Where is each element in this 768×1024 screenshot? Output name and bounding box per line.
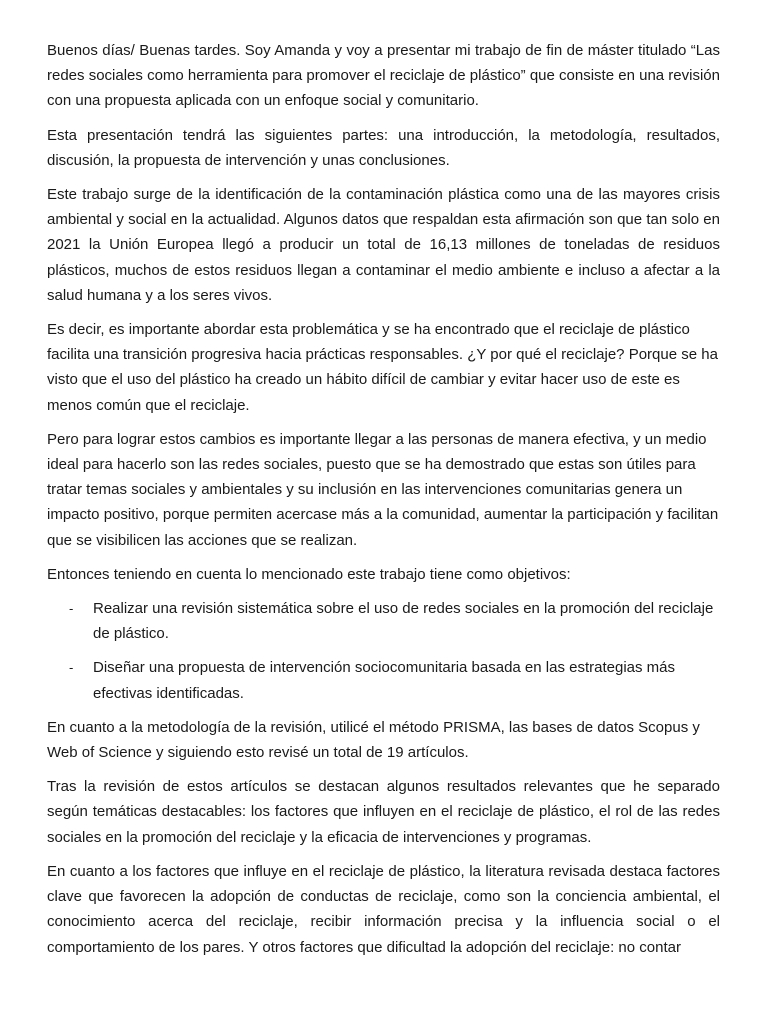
problem-paragraph: Es decir, es importante abordar esta problemática y se ha encontrado que el reciclaje de plástico facilita una transición progresiva hacia prácticas responsables. ¿Y por qué el reciclaje? Porque se ha visto que el uso del plástico ha creado un hábito difícil de cambiar y evitar hacer uso de este es menos común que el reciclaje. (47, 321, 718, 414)
outline-paragraph: Esta presentación tendrá las siguientes partes: una introducción, la metodología, resultados, discusión, la propuesta de intervención y unas conclusiones. (47, 126, 720, 169)
list-item (47, 655, 720, 705)
objective-text: Realizar una revisión sistemática sobre el uso de redes sociales en la promoción del reciclaje de plástico. (93, 600, 714, 643)
dash-bullet-icon: - (69, 601, 74, 617)
results-paragraph: Tras la revisión de estos artículos se destacan algunos resultados relevantes que he separado según temáticas destacables: los factores que influyen en el reciclaje de plástico, el rol de las redes sociales en la promoción del reciclaje y la eficacia de intervenciones y programas. (47, 778, 720, 846)
factors-paragraph: En cuanto a los factores que influye en el reciclaje de plástico, la literatura revisada destaca factores clave que favorecen la adopción de conductas de reciclaje, como son la conciencia ambiental, el conocimiento acerca del reciclaje, recibir información precisa y la influencia social o el comportamiento de los pares. Y otros factores que dificultad la adopción del reciclaje: no contar (47, 862, 720, 956)
objectives-list (47, 596, 720, 706)
social-media-paragraph: Pero para lograr estos cambios es importante llegar a las personas de manera efectiva, y un medio ideal para hacerlo son las redes sociales, puesto que se ha demostrado que estas son útiles para tratar temas sociales y ambientales y su inclusión en las intervenciones comunitarias genera un impacto positivo, porque permiten acercase más a la comunidad, aumentar la participación y facilitan que se visibilicen las acciones que se realizan. (47, 430, 719, 549)
list-item (47, 596, 720, 646)
objective-text: Diseñar una propuesta de intervención sociocomunitaria basada en las estrategias más efectivas identificadas. (93, 659, 676, 702)
intro-paragraph: Buenos días/ Buenas tardes. Soy Amanda y voy a presentar mi trabajo de fin de máster titulado “Las redes sociales como herramienta para promover el reciclaje de plástico” que consiste en una revisión con una propuesta aplicada con un enfoque social y comunitario. (47, 42, 720, 110)
dash-bullet-icon: - (69, 660, 74, 676)
context-paragraph: Este trabajo surge de la identificación de la contaminación plástica como una de las mayores crisis ambiental y social en la actualidad. Algunos datos que respaldan esta afirmación son que tan solo en 2021 la Unión Europea llegó a producir un total de 16,13 millones de toneladas de residuos plásticos, muchos de estos residuos llegan a contaminar el medio ambiente e incluso a afectar a la salud humana y a los seres vivos. (47, 186, 720, 304)
methodology-paragraph: En cuanto a la metodología de la revisión, utilicé el método PRISMA, las bases de datos Scopus y Web of Science y siguiendo esto revisé un total de 19 artículos. (47, 718, 700, 762)
objectives-intro-paragraph: Entonces teniendo en cuenta lo mencionado este trabajo tiene como objetivos: (47, 565, 571, 583)
